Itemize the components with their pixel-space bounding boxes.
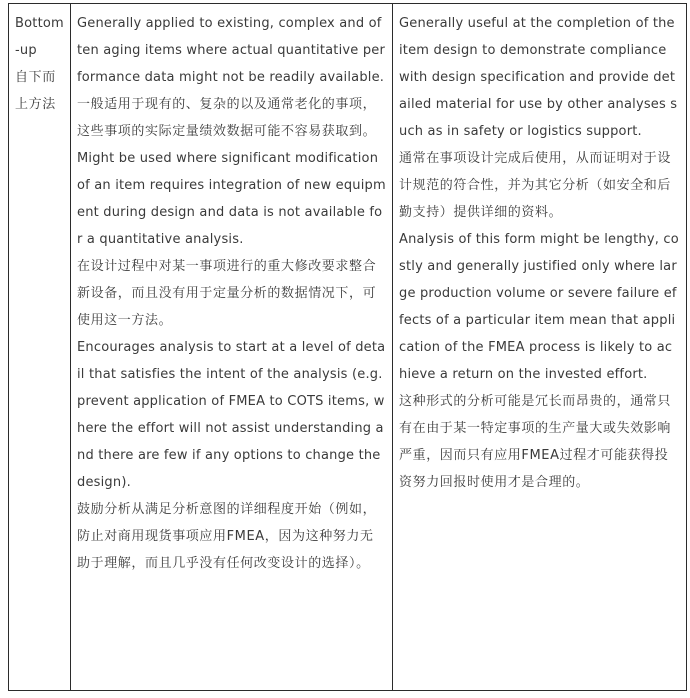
paragraph-en: Generally useful at the completion of the item design to demonstrate compliance with design specification and provide detailed material for use by other analyses such as in safety or logistics support.	[399, 16, 678, 139]
paragraph-en: Encourages analysis to start at a level of detail that satisfies the intent of the analysis (e.g. prevent application of FMEA to COTS items, where the effort will not assist understanding and there are few if any options to change the design).	[77, 340, 386, 490]
paragraph-zh: 鼓励分析从满足分析意图的详细程度开始（例如，防止对商用现货事项应用FMEA，因为这种努力无助于理解，而且几乎没有任何改变设计的选择）。	[77, 502, 377, 571]
paragraph-zh: 在设计过程中对某一事项进行的重大修改要求整合新设备，而且没有用于定量分析的数据情况下，可使用这一方法。	[77, 259, 377, 328]
usage-description-cell	[393, 4, 687, 691]
method-label-line: Bottom	[15, 16, 64, 31]
paragraph-en: Analysis of this form might be lengthy, costly and generally justified only where large production volume or severe failure effects of a particular item mean that application of the FMEA process is likely to achieve a return on the invested effort.	[399, 232, 679, 382]
paragraph-zh: 通常在事项设计完成后使用，从而证明对于设计规范的符合性，并为其它分析（如安全和后勤支持）提供详细的资料。	[399, 151, 672, 220]
method-label-line: -up	[15, 43, 37, 58]
paragraph-en: Generally applied to existing, complex and often aging items where actual quantitative performance data might not be readily available.	[77, 16, 386, 85]
fmea-approach-table	[8, 3, 687, 691]
method-label-line: 上方法	[15, 97, 56, 112]
paragraph-en: Might be used where significant modification of an item requires integration of new equipment during design and data is not available for a quantitative analysis.	[77, 151, 386, 247]
application-description-cell	[71, 4, 393, 691]
paragraph-zh: 这种形式的分析可能是冗长而昂贵的，通常只有在由于某一特定事项的生产量大或失效影响严重，因而只有应用FMEA过程才可能获得投资努力回报时使用才是合理的。	[399, 394, 672, 490]
method-label-line: 自下而	[15, 70, 56, 85]
paragraph-zh: 一般适用于现有的、复杂的以及通常老化的事项，这些事项的实际定量绩效数据可能不容易获取到。	[77, 97, 377, 139]
table-row	[9, 4, 687, 691]
method-label-cell	[9, 4, 71, 691]
